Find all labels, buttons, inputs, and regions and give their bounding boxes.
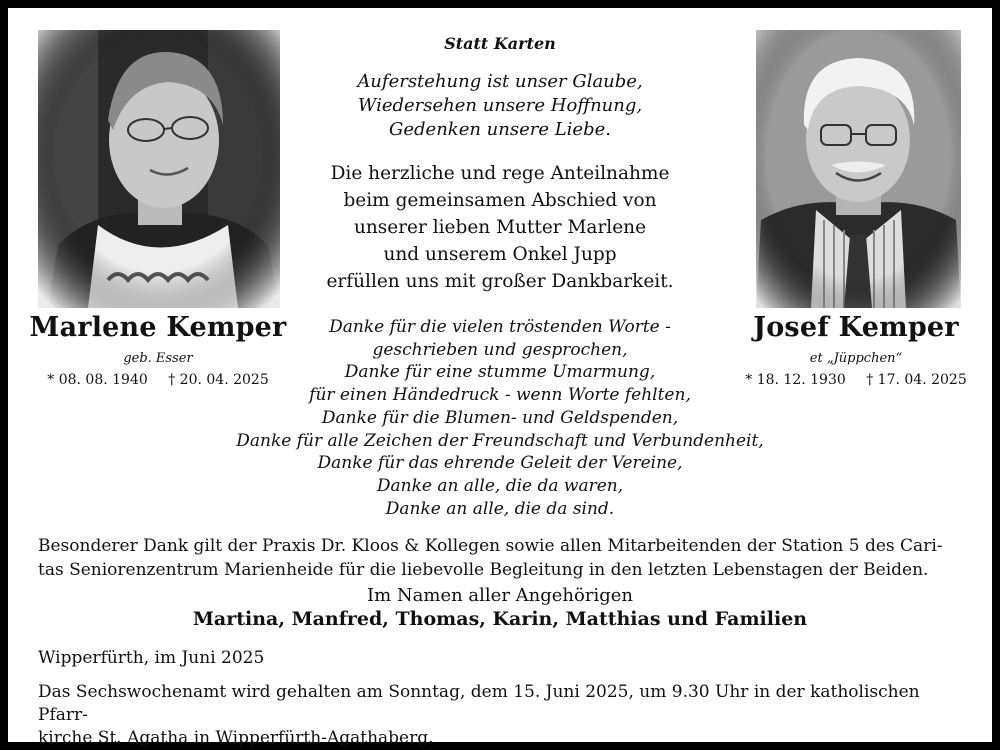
special-thanks-line: tas Seniorenzentrum Marienheide für die liebevolle Begleitung in den letzten Lebenstagen der Beiden. [38,560,929,580]
marlene-dates [16,372,300,388]
mass-line: kirche St. Agatha in Wipperfürth-Agathaberg. [38,728,434,748]
place-date: Wipperfürth, im Juni 2025 [38,648,265,668]
main-message [250,160,750,295]
family-names: Martina, Manfred, Thomas, Karin, Matthias und Familien [192,608,808,630]
marlene-maiden-name: geb. Esser [123,351,193,366]
poem-line: Gedenken unsere Liebe. [389,119,611,140]
josef-photo [756,30,961,308]
thanks-line: Danke an alle, die da sind. [385,498,615,519]
marlene-name: Marlene Kemper [29,312,287,343]
marlene-birth-date: * 08. 08. 1940 [47,372,148,388]
on-behalf-line: Im Namen aller Angehörigen [367,585,633,606]
thanks-line: Danke für die Blumen- und Geldspenden, [321,407,679,428]
mass-notice [38,681,968,750]
marlene-death-date: † 20. 04. 2025 [168,372,269,388]
thanks-list [168,316,832,520]
thanks-line: Danke für das ehrende Geleit der Vereine, [317,453,683,474]
poem-line: Wiedersehen unsere Hoffnung, [357,95,643,116]
thanks-line: Danke an alle, die da waren, [376,475,624,496]
thanks-line: geschrieben und gesprochen, [372,339,628,360]
message-line: erfüllen uns mit großer Dankbarkeit. [326,271,674,292]
poem [250,70,750,142]
josef-name: Josef Kemper [753,312,959,343]
thanks-line: Danke für alle Zeichen der Freundschaft und Verbundenheit, [236,430,764,451]
thanks-line: Danke für die vielen tröstenden Worte - [329,317,671,337]
message-line: und unserem Onkel Jupp [383,244,617,265]
message-line: unserer lieben Mutter Marlene [353,217,647,238]
message-line: beim gemeinsamen Abschied von [343,190,657,211]
marlene-photo [38,30,280,308]
special-thanks [38,534,968,582]
thanks-line: Danke für eine stumme Umarmung, [344,362,656,383]
header-statt-karten: Statt Karten [444,34,556,53]
special-thanks-line: Besonderer Dank gilt der Praxis Dr. Kloos & Kollegen sowie allen Mitarbeitenden der Station 5 des Cari- [38,536,943,556]
josef-nickname: et „Jüppchen“ [809,351,903,366]
message-line: Die herzliche und rege Anteilnahme [330,163,670,184]
poem-line: Auferstehung ist unser Glaube, [357,71,643,92]
thanks-line: für einen Händedruck - wenn Worte fehlten, [309,385,691,406]
josef-death-date: † 17. 04. 2025 [866,372,967,388]
josef-birth-date: * 18. 12. 1930 [745,372,846,388]
obituary-card [8,8,992,748]
mass-line: Das Sechswochenamt wird gehalten am Sonntag, dem 15. Juni 2025, um 9.30 Uhr in der katholischen Pfarr- [38,682,920,725]
josef-dates [714,372,998,388]
